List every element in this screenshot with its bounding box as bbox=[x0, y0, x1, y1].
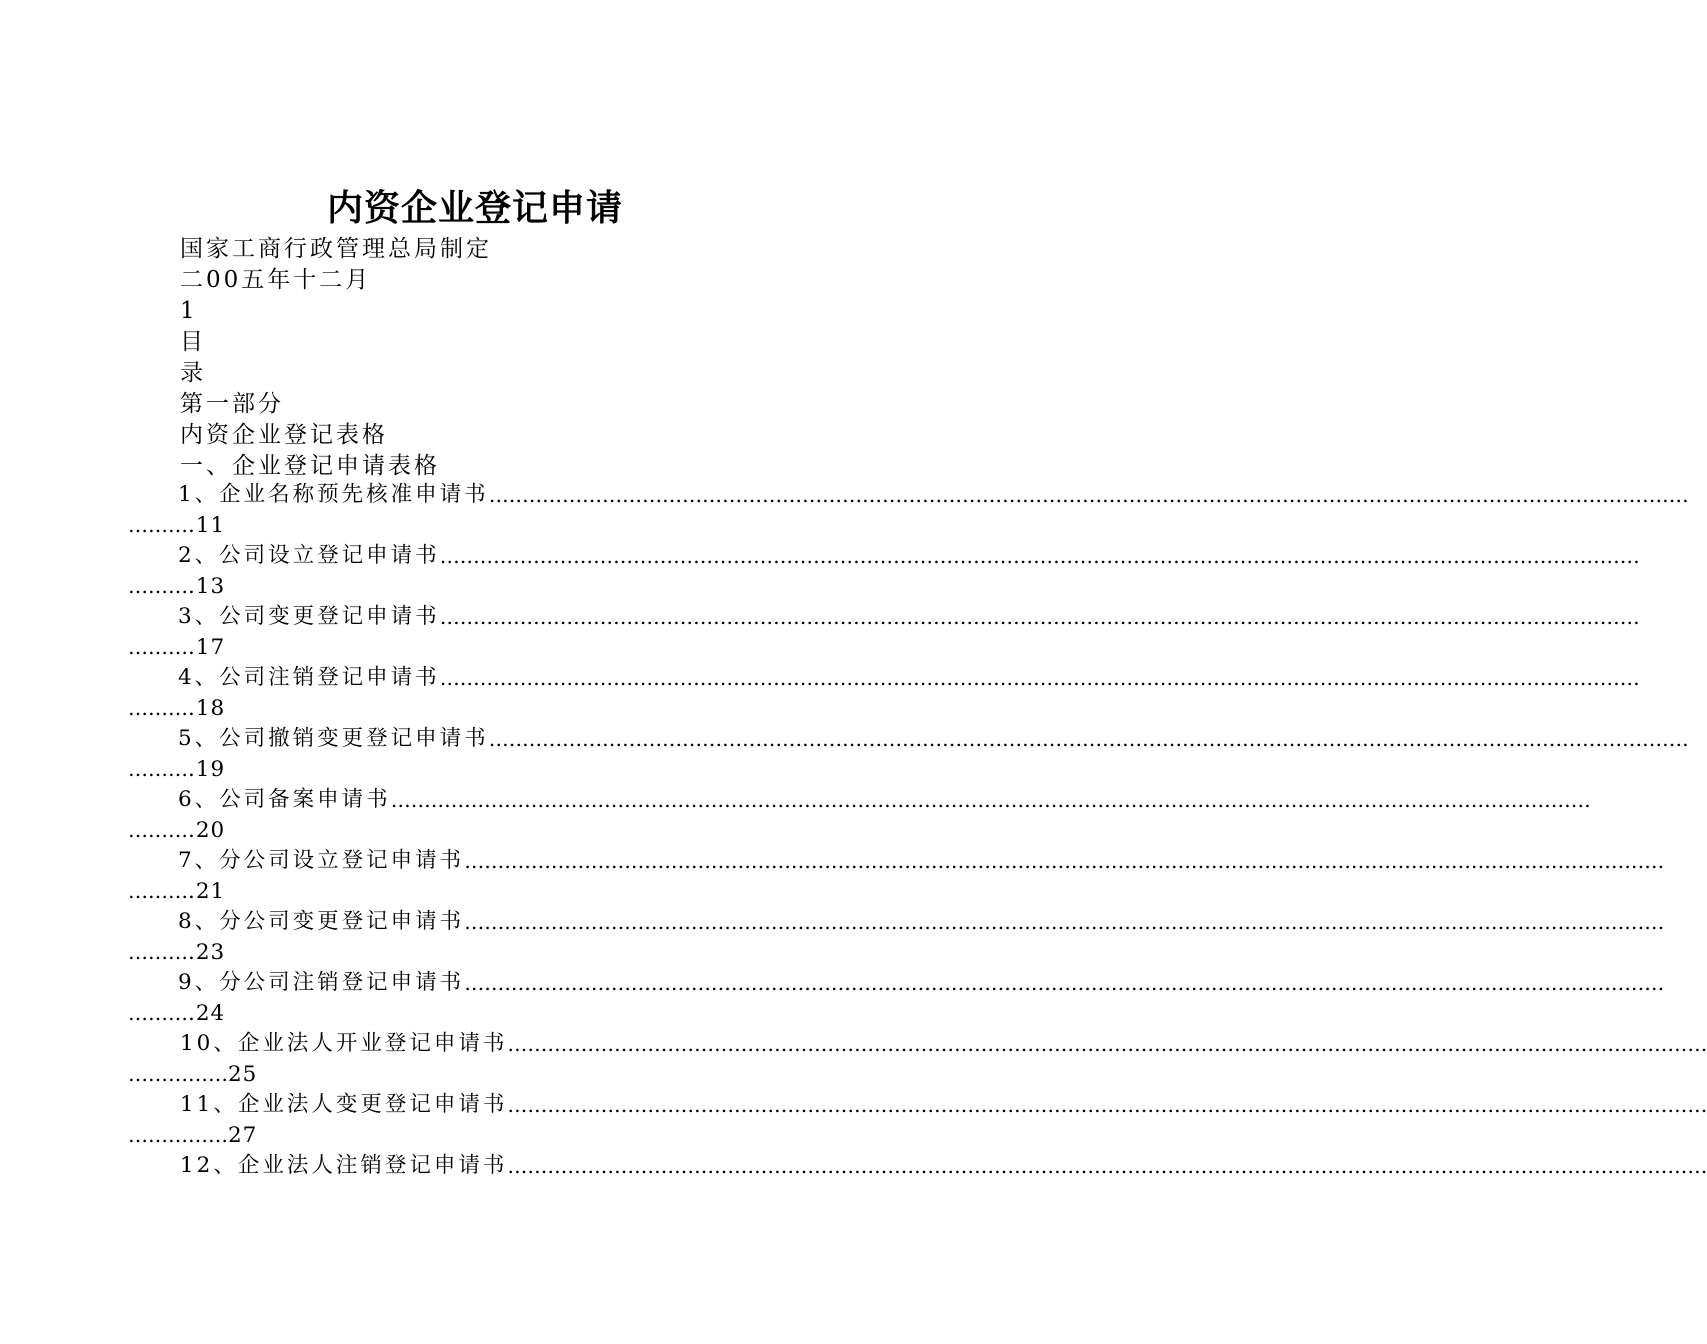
toc-entry-line bbox=[128, 1027, 1707, 1061]
document-title: 内资企业登记申请 bbox=[326, 187, 623, 229]
toc-dot-leader-continuation: ……… bbox=[128, 696, 188, 720]
toc-entry[interactable] bbox=[128, 722, 1689, 783]
toc-entry-label: 6、公司备案申请书 bbox=[178, 787, 391, 812]
toc-entry[interactable] bbox=[128, 1088, 1707, 1149]
toc-page-number: .23 bbox=[188, 940, 226, 965]
toc-entry-line bbox=[128, 1088, 1707, 1122]
toc-entry-label: 8、分公司变更登记申请书 bbox=[178, 909, 465, 934]
toc-dot-leader-continuation: ……… bbox=[128, 574, 188, 598]
toc-entry-continuation bbox=[128, 1061, 834, 1088]
contents-heading-char-1: 目 bbox=[180, 329, 206, 355]
toc-entry-label: 3、公司变更登记申请书 bbox=[178, 604, 440, 629]
toc-dot-leader: ……………………………………………………………………………………………………………………………………………………………… bbox=[439, 605, 1640, 629]
toc-entry[interactable] bbox=[128, 1027, 1707, 1088]
toc-entry[interactable] bbox=[128, 905, 1665, 966]
toc-entry[interactable] bbox=[128, 1149, 1707, 1210]
toc-dot-leader-continuation: ……… bbox=[128, 818, 188, 842]
toc-entry[interactable] bbox=[128, 966, 1665, 1027]
toc-page-number: 25 bbox=[228, 1062, 258, 1087]
toc-entry-line bbox=[128, 1149, 1707, 1183]
toc-dot-leader-continuation: …………… bbox=[128, 1123, 228, 1147]
toc-entry-continuation bbox=[128, 1183, 834, 1210]
toc-entry-continuation bbox=[128, 817, 834, 844]
toc-entry-line bbox=[128, 539, 1640, 573]
toc-entry-line bbox=[128, 783, 1591, 817]
toc-entry-label: 11、企业法人变更登记申请书 bbox=[180, 1092, 508, 1117]
toc-page-number: .21 bbox=[188, 879, 226, 904]
part-subtitle: 内资企业登记表格 bbox=[180, 422, 388, 448]
toc-page-number: .11 bbox=[188, 513, 226, 538]
toc-page-number: .19 bbox=[188, 757, 226, 782]
page-number-line: 1 bbox=[180, 298, 198, 324]
issuer-line: 国家工商行政管理总局制定 bbox=[180, 236, 492, 262]
toc-dot-leader: ……………………………………………………………………………………………………………………………………………………………… bbox=[507, 1154, 1707, 1178]
toc-entry[interactable] bbox=[128, 539, 1640, 600]
toc-page-number: .24 bbox=[188, 1001, 226, 1026]
toc-entry[interactable] bbox=[128, 783, 1591, 844]
toc-entry-label: 4、公司注销登记申请书 bbox=[178, 665, 440, 690]
toc-entry-label: 9、分公司注销登记申请书 bbox=[178, 970, 465, 995]
toc-dot-leader: ……………………………………………………………………………………………………………………………………………………………… bbox=[439, 666, 1640, 690]
toc-entry-continuation bbox=[128, 573, 834, 600]
toc-dot-leader-continuation: ……… bbox=[128, 635, 188, 659]
toc-dot-leader-continuation: ……… bbox=[128, 757, 188, 781]
toc-dot-leader-continuation: ……… bbox=[128, 879, 188, 903]
toc-entry[interactable] bbox=[128, 661, 1640, 722]
toc-dot-leader-continuation: ……… bbox=[128, 940, 188, 964]
toc-entry-line bbox=[128, 478, 1689, 512]
table-of-contents bbox=[128, 478, 1707, 1210]
toc-entry-label: 5、公司撤销变更登记申请书 bbox=[178, 726, 489, 751]
contents-heading-char-2: 录 bbox=[180, 360, 206, 386]
toc-entry[interactable] bbox=[128, 600, 1640, 661]
toc-page-number: 27 bbox=[228, 1123, 258, 1148]
toc-entry-label: 2、公司设立登记申请书 bbox=[178, 543, 440, 568]
front-matter bbox=[180, 234, 492, 482]
toc-entry-continuation bbox=[128, 756, 834, 783]
part-heading: 第一部分 bbox=[180, 391, 284, 417]
toc-dot-leader: ……………………………………………………………………………………………………………………………………………………………… bbox=[488, 483, 1689, 507]
toc-entry-label: 12、企业法人注销登记申请书 bbox=[180, 1153, 508, 1178]
toc-page-number: .20 bbox=[188, 818, 226, 843]
toc-entry-continuation bbox=[128, 1122, 834, 1149]
toc-entry-label: 1、企业名称预先核准申请书 bbox=[178, 482, 489, 507]
toc-entry-label: 7、分公司设立登记申请书 bbox=[178, 848, 465, 873]
toc-entry-continuation bbox=[128, 695, 834, 722]
date-line: 二00五年十二月 bbox=[180, 267, 372, 293]
toc-dot-leader: ……………………………………………………………………………………………………………………………………………………………… bbox=[488, 727, 1689, 751]
toc-entry-continuation bbox=[128, 878, 834, 905]
toc-entry[interactable] bbox=[128, 844, 1665, 905]
toc-dot-leader-continuation: ……… bbox=[128, 513, 188, 537]
toc-dot-leader-continuation: …………… bbox=[128, 1062, 228, 1086]
toc-entry-continuation bbox=[128, 512, 834, 539]
toc-dot-leader: ……………………………………………………………………………………………………………………………………………………………… bbox=[507, 1032, 1707, 1056]
toc-page-number: .17 bbox=[188, 635, 226, 660]
toc-entry-line bbox=[128, 905, 1665, 939]
toc-entry-continuation bbox=[128, 634, 834, 661]
toc-entry-line bbox=[128, 661, 1640, 695]
toc-entry-line bbox=[128, 966, 1665, 1000]
toc-dot-leader: ……………………………………………………………………………………………………………………………………………………………… bbox=[439, 544, 1640, 568]
toc-entry-line bbox=[128, 844, 1665, 878]
toc-dot-leader: ……………………………………………………………………………………………………………………………………………………………… bbox=[507, 1093, 1707, 1117]
toc-dot-leader: ……………………………………………………………………………………………………………………………………………………………… bbox=[464, 971, 1665, 995]
toc-entry[interactable] bbox=[128, 478, 1689, 539]
toc-entry-continuation bbox=[128, 939, 834, 966]
toc-entry-label: 10、企业法人开业登记申请书 bbox=[180, 1031, 508, 1056]
toc-entry-line bbox=[128, 722, 1689, 756]
toc-dot-leader-continuation: ……… bbox=[128, 1001, 188, 1025]
section-heading: 一、企业登记申请表格 bbox=[180, 453, 440, 479]
toc-entry-continuation bbox=[128, 1000, 834, 1027]
toc-dot-leader: ……………………………………………………………………………………………………………………………………………………………… bbox=[390, 788, 1591, 812]
toc-entry-line bbox=[128, 600, 1640, 634]
toc-dot-leader: ……………………………………………………………………………………………………………………………………………………………… bbox=[464, 910, 1665, 934]
toc-dot-leader: ……………………………………………………………………………………………………………………………………………………………… bbox=[464, 849, 1665, 873]
toc-page-number: .18 bbox=[188, 696, 226, 721]
toc-page-number: .13 bbox=[188, 574, 226, 599]
